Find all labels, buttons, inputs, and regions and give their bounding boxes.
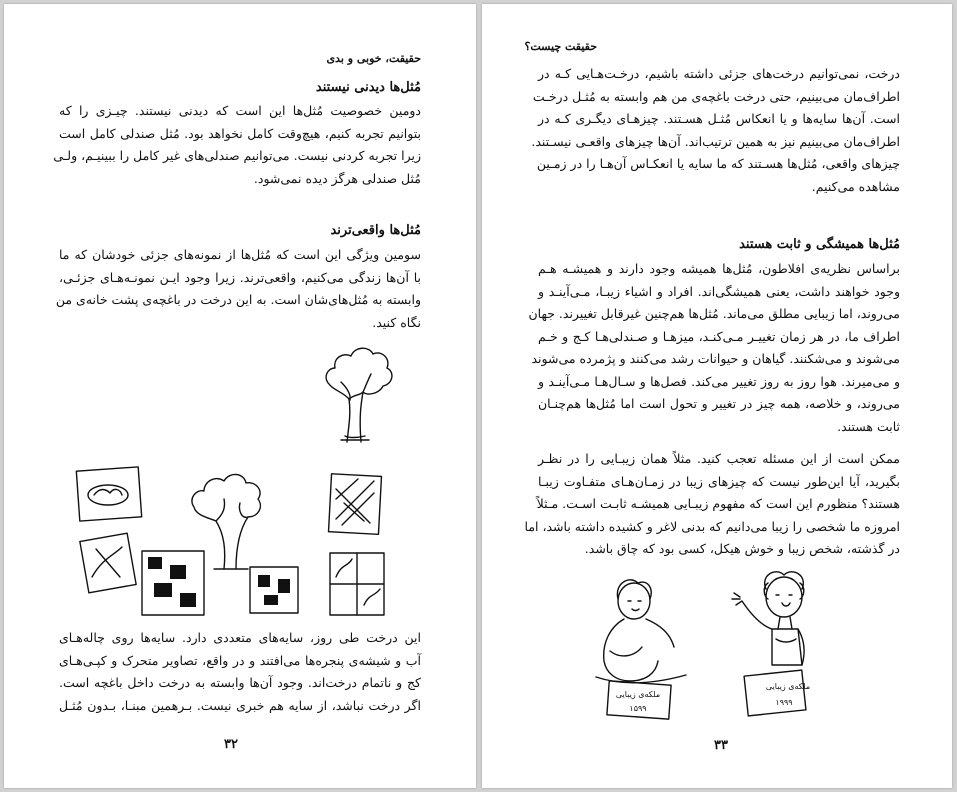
text-line: مشاهده می‌کنیم. [811,178,900,194]
plaque-title: ملکه‌ی زیبایی [765,682,811,691]
tree-illustration [319,344,399,444]
text-line: بگیرید، آیا این‌طور نیست که چیزهای زیبا در زمـان‌هـای متفـاوت زیبـا [538,473,900,489]
paragraph [59,627,421,717]
text-line: براساس نظریه‌ی افلاطون، مُثل‌ها همیشه وجود دارند و همیشـه هـم [538,261,900,276]
paragraph [55,244,421,334]
running-header: حقیقت چیست؟ [524,40,597,53]
page-number: ۳۳ [714,738,728,753]
paragraph [531,63,900,198]
page-right [482,4,952,788]
text-line: سومین ویژگی این است که مُثل‌ها از نمونه‌های جزئی خودشان که ما [59,247,421,262]
page-left [4,4,476,788]
text-line: اطراف‌مان می‌بینیم نیز به همین ترتیب‌اند. آن‌ها چیزهای واقعـی نیسـتند. [531,133,900,149]
plaque-title: ملکه‌ی زیبایی [615,690,661,699]
paragraph [524,448,900,561]
shadows-collage [74,459,404,624]
section-heading: مُثل‌ها واقعی‌ترند [330,223,421,238]
text-line: با آن‌ها زندگی می‌کنیم، واقعی‌ترند. زیرا وجود ایـن نمونـه‌هـای جزئـی، [59,269,421,285]
text-line: است. آن‌ها سایه‌ها و یا انعکاس مُثـل هسـتند. چیزهـای دیگـری کـه در [538,111,900,126]
text-line: درخت، نمی‌توانیم درخت‌های جزئی داشته باشیم، درخـت‌هـایی کـه در [538,66,900,81]
text-line: این درخت طی روز، سایه‌های متعددی دارد. سایه‌ها روی چاله‌هـای [59,630,421,645]
text-line: بتوانیم تجربه کنیم، هیچ‌وقت کامل نخواهد بود. مُثل صندلی کامل است [59,125,421,141]
plaque-year: ۱۹۹۹ [775,698,793,707]
plump-beauty-queen-illustration [590,577,700,722]
text-line: نگاه کنید. [372,314,421,330]
text-line: کج و ناتمام درخت‌اند. وجود آن‌ها وابسته به درخت داخل باغچه است. [59,675,421,690]
text-line: زیرا تجربه کردنی نیست. می‌توانیم صندلی‌های غیر کامل را ببینیـم، ولـی [53,148,421,163]
text-line: می‌روند، و خلاصه، همه چیز در تغییر و تحول است اما مُثل‌ها هم‌چنـان [538,396,900,411]
text-line: در گذشته، شخص زیبا و خوش هیکل، کسی بود که چاق باشد. [584,541,900,556]
text-line: چیزهای واقعی، مُثل‌ها هسـتند که ما سایه یا انعکـاس آن‌هـا را در زمـین [536,156,900,171]
paragraph [53,100,421,190]
text-line: هستند؟ منظورم این است که مفهوم زیبـایی همیشـه ثابـت اسـت. مـثلاً [536,496,900,511]
running-header: حقیقت، خوبی و بدی [326,52,421,65]
paragraph [528,258,900,438]
text-line: می‌شوند و می‌شکنند. گیاهان و حیوانات رشد می‌کنند و پژمرده می‌شوند [531,351,900,366]
text-line: می‌روند، اما زیبایی مطلق می‌ماند. مُثل‌ها هم‌چنین غیرقابل تغییرند. جهان [528,306,900,321]
text-line: مُثل صندلی هرگز دیده نمی‌شود. [253,170,421,186]
text-line: اطراف‌مان می‌بینیم، حتی درخت باغچه‌ی من هم وابسته به مُثـل درخـت [532,88,900,104]
text-line: اطراف ما، در هر زمان تغییـر مـی‌کنـد، میزهـا و صـندلی‌هـا کـج و خـم [538,328,900,344]
thin-beauty-queen-illustration [732,569,842,719]
page-number: ۳۲ [224,737,238,752]
text-line: دومین خصوصیت مُثل‌ها این است که دیدنی نیستند. چیـزی را که [59,103,421,118]
text-line: وابسته به مُثل‌های‌شان است. به این درخت در باغچه‌ی پشت خانه‌ی من [55,292,421,307]
section-heading: مُثل‌ها دیدنی نیستند [315,80,421,95]
plaque-year: ۱۵۹۹ [629,704,647,713]
text-line: اگر درخت نباشد، از سایه هم خبری نیست. بـرهمین مبنـا، بـدون مُثـل [59,697,421,713]
text-line: امروزه ما شخصی را زیبا می‌دانیم که بدنی لاغر و کشیده داشته باشد، اما [524,518,900,534]
text-line: وجود خواهند داشت، یعنی همیشگی‌اند. افراد و اشیاء زیبـا، مـی‌آینـد و [538,283,900,299]
section-heading: مُثل‌ها همیشگی و ثابت هستند [739,237,900,252]
text-line: ممکن است از این مسئله تعجب کنید. مثلاً همان زیبـایی را در نظـر [538,451,900,466]
text-line: ثابت هستند. [837,418,900,434]
text-line: و می‌میرند. هوا روز به روز تغییر می‌کند. فصل‌ها و سـال‌هـا مـی‌آینـد و [538,373,900,389]
text-line: آب و شیشه‌ی پنجره‌ها می‌افتند و در واقع، تصاویر متحرک و کپـی‌هـای [59,652,421,668]
